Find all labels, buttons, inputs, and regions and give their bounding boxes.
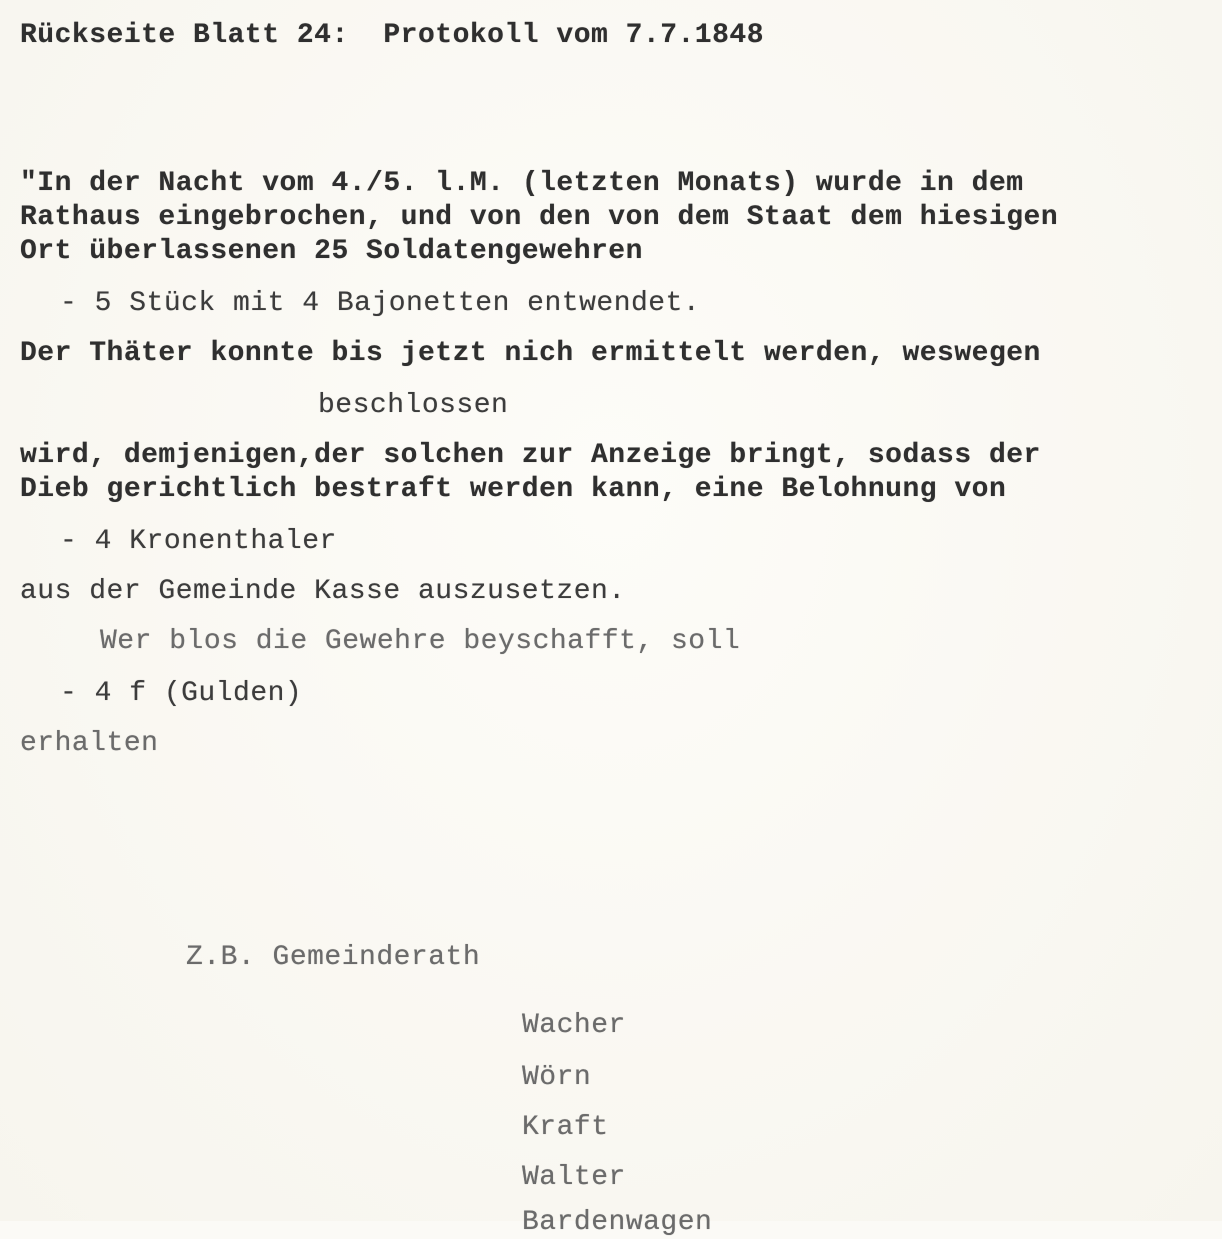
signature-name: Kraft (522, 1112, 609, 1143)
paragraph-line: Ort überlassenen 25 Soldatengewehren (20, 236, 643, 267)
paragraph-line: Rathaus eingebrochen, und von den von dem Staat dem hiesigen (20, 202, 1059, 233)
paragraph-line: "In der Nacht vom 4./5. l.M. (letzten Monats) wurde in dem (20, 168, 1024, 199)
paragraph-line: Der Thäter konnte bis jetzt nich ermittelt werden, weswegen (20, 338, 1041, 369)
signature-name: Wörn (522, 1062, 592, 1093)
council-label: Z.B. Gemeinderath (186, 942, 481, 973)
list-item: - 4 f (Gulden) (60, 678, 303, 709)
signature-name: Walter (522, 1162, 626, 1193)
page-title: Rückseite Blatt 24: Protokoll vom 7.7.1848 (20, 20, 765, 51)
paragraph-line: Wer blos die Gewehre beyschafft, soll (100, 626, 741, 657)
paragraph-line: wird, demjenigen,der solchen zur Anzeige bringt, sodass der (20, 440, 1041, 471)
paragraph-line: aus der Gemeinde Kasse auszusetzen. (20, 576, 626, 607)
resolution-heading: beschlossen (318, 390, 509, 421)
list-item: - 4 Kronenthaler (60, 526, 337, 557)
cropped-line (522, 1207, 782, 1238)
signature-name: Wacher (522, 1010, 626, 1041)
paragraph-line: erhalten (20, 728, 159, 759)
list-item: - 5 Stück mit 4 Bajonetten entwendet. (60, 288, 701, 319)
paragraph-line: Dieb gerichtlich bestraft werden kann, eine Belohnung von (20, 474, 1007, 505)
signature-name: Bardenwagen (522, 1207, 713, 1238)
